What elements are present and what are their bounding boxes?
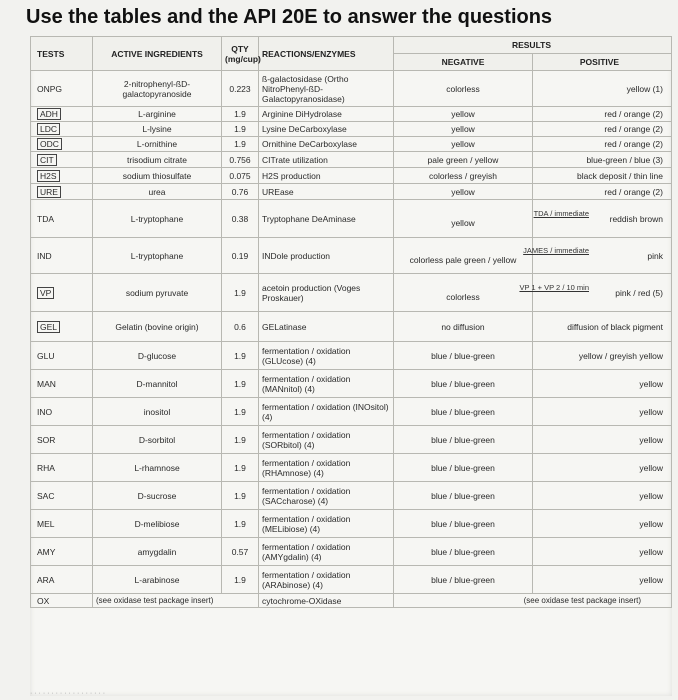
test-code: URE — [37, 186, 61, 198]
negative-result-cell — [394, 107, 533, 122]
table-row — [31, 184, 672, 200]
qty-cell: 1.9 — [222, 398, 259, 426]
reaction-cell: fermentation / oxidation (MELibiose) (4) — [259, 510, 394, 538]
active-ingredient-cell: D-sorbitol — [93, 426, 222, 454]
active-ingredient-cell: sodium thiosulfate — [93, 168, 222, 184]
negative-result: blue / blue-green — [431, 462, 495, 473]
test-code-cell — [31, 152, 93, 168]
reagent-note: JAMES / immediate — [523, 246, 589, 255]
reaction-cell: fermentation / oxidation (INOsitol) (4) — [259, 398, 394, 426]
table-row — [31, 482, 672, 510]
table-row — [31, 137, 672, 152]
negative-result-cell — [394, 184, 533, 200]
positive-result-cell: yellow — [533, 510, 672, 538]
negative-result: colorless pale green / yellow — [409, 255, 517, 265]
table-row — [31, 426, 672, 454]
test-code-cell — [31, 137, 93, 152]
test-code: IND — [37, 250, 52, 261]
test-code: LDC — [37, 123, 60, 135]
test-code-cell — [31, 454, 93, 482]
positive-result-cell: red / orange (2) — [533, 137, 672, 152]
qty-cell: 0.19 — [222, 238, 259, 274]
negative-result-cell — [394, 168, 533, 184]
test-code: RHA — [37, 462, 55, 473]
negative-result-cell — [394, 370, 533, 398]
negative-result: no diffusion — [441, 321, 485, 332]
qty-cell: 1.9 — [222, 342, 259, 370]
active-ingredient-cell: sodium pyruvate — [93, 274, 222, 312]
qty-cell: 0.075 — [222, 168, 259, 184]
table-row — [31, 312, 672, 342]
positive-result-cell: yellow — [533, 538, 672, 566]
table-row — [31, 274, 672, 312]
active-ingredient-cell: urea — [93, 184, 222, 200]
negative-result: blue / blue-green — [431, 518, 495, 529]
reaction-cell: Arginine DiHydrolase — [259, 107, 394, 122]
test-code: ARA — [37, 574, 55, 585]
negative-result-cell — [394, 510, 533, 538]
positive-result-cell: black deposit / thin line — [533, 168, 672, 184]
negative-result-cell — [394, 200, 589, 238]
table-row — [31, 510, 672, 538]
negative-result: blue / blue-green — [431, 546, 495, 557]
test-code-cell — [31, 482, 93, 510]
reaction-cell: Ornithine DeCarboxylase — [259, 137, 394, 152]
qty-cell: 0.38 — [222, 200, 259, 238]
negative-result: blue / blue-green — [431, 406, 495, 417]
test-code-cell — [31, 566, 93, 594]
active-ingredient-cell: L-arabinose — [93, 566, 222, 594]
positive-result-cell: yellow — [533, 426, 672, 454]
table-row — [31, 454, 672, 482]
negative-result-cell — [394, 152, 533, 168]
reaction-cell: fermentation / oxidation (AMYgdalin) (4) — [259, 538, 394, 566]
qty-cell: 1.9 — [222, 566, 259, 594]
positive-result-cell: yellow — [533, 454, 672, 482]
negative-result-cell — [394, 454, 533, 482]
test-code: MEL — [37, 518, 55, 529]
positive-result-cell: red / orange (2) — [533, 107, 672, 122]
positive-result-cell: blue-green / blue (3) — [533, 152, 672, 168]
reagent-note: VP 1 + VP 2 / 10 min — [519, 283, 589, 292]
test-code: ODC — [37, 138, 62, 150]
positive-result-cell: pink / red (5) — [533, 274, 672, 312]
cut-off-footnote: · · · · · · · · · · · · · · · · · · — [30, 690, 106, 697]
test-code: GEL — [37, 321, 60, 333]
negative-result: pale green / yellow — [427, 154, 499, 165]
table-row — [31, 398, 672, 426]
test-code: GLU — [37, 350, 55, 361]
qty-cell: 0.76 — [222, 184, 259, 200]
negative-result-cell — [394, 137, 533, 152]
active-ingredient-cell: D-glucose — [93, 342, 222, 370]
test-code: INO — [37, 406, 53, 417]
api-20e-table — [30, 36, 672, 608]
qty-cell: 0.756 — [222, 152, 259, 168]
positive-result-cell: red / orange (2) — [533, 122, 672, 137]
active-ingredient-cell: L-ornithine — [93, 137, 222, 152]
reaction-cell: fermentation / oxidation (SACcharose) (4) — [259, 482, 394, 510]
reaction-cell: UREase — [259, 184, 394, 200]
negative-result-cell — [394, 482, 533, 510]
test-code: CIT — [37, 154, 57, 166]
negative-result: blue / blue-green — [431, 574, 495, 585]
reaction-cell: fermentation / oxidation (SORbitol) (4) — [259, 426, 394, 454]
qty-cell: 1.9 — [222, 454, 259, 482]
reaction-cell: fermentation / oxidation (GLUcose) (4) — [259, 342, 394, 370]
page-title: Use the tables and the API 20E to answer the questions — [26, 6, 553, 28]
positive-result-cell: reddish brown — [533, 200, 672, 238]
qty-cell: 1.9 — [222, 122, 259, 137]
active-ingredient-cell: D-mannitol — [93, 370, 222, 398]
qty-cell: 1.9 — [222, 370, 259, 398]
header-qty: QTY (mg/cup) — [222, 37, 259, 71]
negative-result-cell — [394, 122, 533, 137]
reaction-cell: Lysine DeCarboxylase — [259, 122, 394, 137]
active-ingredient-cell: L-lysine — [93, 122, 222, 137]
test-code-cell — [31, 184, 93, 200]
positive-result-cell: yellow — [533, 482, 672, 510]
test-code: VP — [37, 287, 54, 299]
negative-result: yellow — [451, 139, 475, 149]
active-ingredient-cell: amygdalin — [93, 538, 222, 566]
reaction-cell: fermentation / oxidation (ARAbinose) (4) — [259, 566, 394, 594]
test-code-cell — [31, 426, 93, 454]
active-ingredient-cell: L-tryptophane — [93, 238, 222, 274]
negative-result-cell — [394, 342, 533, 370]
qty-cell: 1.9 — [222, 137, 259, 152]
test-code-cell — [31, 107, 93, 122]
negative-result-cell — [394, 71, 533, 107]
negative-result-cell — [394, 238, 589, 274]
reaction-cell: ß-galactosidase (Ortho NitroPhenyl-ßD-Galactopyranosidase) — [259, 71, 394, 107]
test-code-cell — [31, 71, 93, 107]
positive-result-cell: yellow — [533, 398, 672, 426]
reaction-cell: CITrate utilization — [259, 152, 394, 168]
table-row — [31, 566, 672, 594]
test-code: MAN — [37, 378, 56, 389]
reaction-cell: INDole production — [259, 238, 394, 274]
test-code-cell — [31, 168, 93, 184]
table-row — [31, 238, 672, 274]
test-code-cell — [31, 342, 93, 370]
negative-result-cell — [394, 426, 533, 454]
negative-result: blue / blue-green — [431, 350, 495, 361]
qty-cell: 1.9 — [222, 107, 259, 122]
ox-ingredient-cell: (see oxidase test package insert) — [93, 594, 259, 608]
table-row — [31, 152, 672, 168]
qty-cell: 0.57 — [222, 538, 259, 566]
positive-result-cell: red / orange (2) — [533, 184, 672, 200]
negative-result: yellow — [451, 186, 475, 197]
test-code: SOR — [37, 434, 56, 445]
test-code-cell: OX — [31, 594, 93, 608]
positive-result-cell: yellow (1) — [533, 71, 672, 107]
table-row — [31, 370, 672, 398]
table-row — [31, 122, 672, 137]
active-ingredient-cell: D-sucrose — [93, 482, 222, 510]
test-code: ONPG — [37, 83, 63, 94]
test-code-cell — [31, 538, 93, 566]
positive-result-cell: diffusion of black pigment — [533, 312, 672, 342]
qty-cell: 0.6 — [222, 312, 259, 342]
negative-result: yellow — [451, 124, 475, 134]
table-row — [31, 342, 672, 370]
negative-result: yellow — [451, 109, 475, 119]
header-tests: TESTS — [31, 37, 93, 71]
positive-result-cell: pink — [533, 238, 672, 274]
reagent-note: TDA / immediate — [533, 209, 589, 218]
reaction-cell: GELatinase — [259, 312, 394, 342]
reaction-cell: Tryptophane DeAminase — [259, 200, 394, 238]
positive-result-cell: yellow — [533, 370, 672, 398]
active-ingredient-cell: 2-nitrophenyl-ßD-galactopyranoside — [93, 71, 222, 107]
api-20e-table-sheet — [30, 36, 672, 696]
header-negative: NEGATIVE — [394, 54, 533, 71]
qty-cell: 1.9 — [222, 510, 259, 538]
test-code: TDA — [37, 213, 54, 224]
test-code-cell — [31, 122, 93, 137]
active-ingredient-cell: inositol — [93, 398, 222, 426]
test-code: SAC — [37, 490, 55, 501]
active-ingredient-cell: D-melibiose — [93, 510, 222, 538]
header-results: RESULTS — [394, 37, 672, 54]
negative-result: blue / blue-green — [431, 490, 495, 501]
test-code: ADH — [37, 108, 61, 120]
negative-result-cell — [394, 274, 589, 312]
test-code-cell — [31, 370, 93, 398]
reaction-cell: cytochrome-OXidase — [259, 594, 394, 608]
negative-result: blue / blue-green — [431, 378, 495, 389]
test-code: AMY — [37, 546, 56, 557]
qty-cell: 0.223 — [222, 71, 259, 107]
test-code-cell — [31, 238, 93, 274]
table-row-ox — [31, 594, 672, 608]
negative-result: blue / blue-green — [431, 434, 495, 445]
negative-result-cell — [394, 312, 533, 342]
ox-results-cell: (see oxidase test package insert) — [394, 594, 672, 608]
negative-result-cell — [394, 538, 533, 566]
reaction-cell: acetoin production (Voges Proskauer) — [259, 274, 394, 312]
test-code-cell — [31, 398, 93, 426]
active-ingredient-cell: trisodium citrate — [93, 152, 222, 168]
negative-result: colorless — [446, 292, 480, 302]
table-row — [31, 168, 672, 184]
negative-result: colorless — [446, 83, 480, 94]
table-body — [31, 71, 672, 608]
reaction-cell: H2S production — [259, 168, 394, 184]
test-code: H2S — [37, 170, 60, 182]
active-ingredient-cell: L-rhamnose — [93, 454, 222, 482]
test-code-cell — [31, 200, 93, 238]
header-active-ingredients: ACTIVE INGREDIENTS — [93, 37, 222, 71]
negative-result-cell — [394, 566, 533, 594]
reaction-cell: fermentation / oxidation (RHAmnose) (4) — [259, 454, 394, 482]
qty-cell: 1.9 — [222, 426, 259, 454]
test-code-cell — [31, 274, 93, 312]
positive-result-cell: yellow — [533, 566, 672, 594]
positive-result-cell: yellow / greyish yellow — [533, 342, 672, 370]
qty-cell: 1.9 — [222, 482, 259, 510]
active-ingredient-cell: L-arginine — [93, 107, 222, 122]
header-reactions: REACTIONS/ENZYMES — [259, 37, 394, 71]
negative-result: yellow — [451, 218, 475, 228]
test-code-cell — [31, 312, 93, 342]
active-ingredient-cell: Gelatin (bovine origin) — [93, 312, 222, 342]
table-row — [31, 538, 672, 566]
table-row — [31, 200, 672, 238]
test-code-cell — [31, 510, 93, 538]
table-row — [31, 71, 672, 107]
negative-result-cell — [394, 398, 533, 426]
negative-result: colorless / greyish — [428, 170, 498, 181]
reaction-cell: fermentation / oxidation (MANnitol) (4) — [259, 370, 394, 398]
qty-cell: 1.9 — [222, 274, 259, 312]
table-row — [31, 107, 672, 122]
header-positive: POSITIVE — [533, 54, 672, 71]
active-ingredient-cell: L-tryptophane — [93, 200, 222, 238]
